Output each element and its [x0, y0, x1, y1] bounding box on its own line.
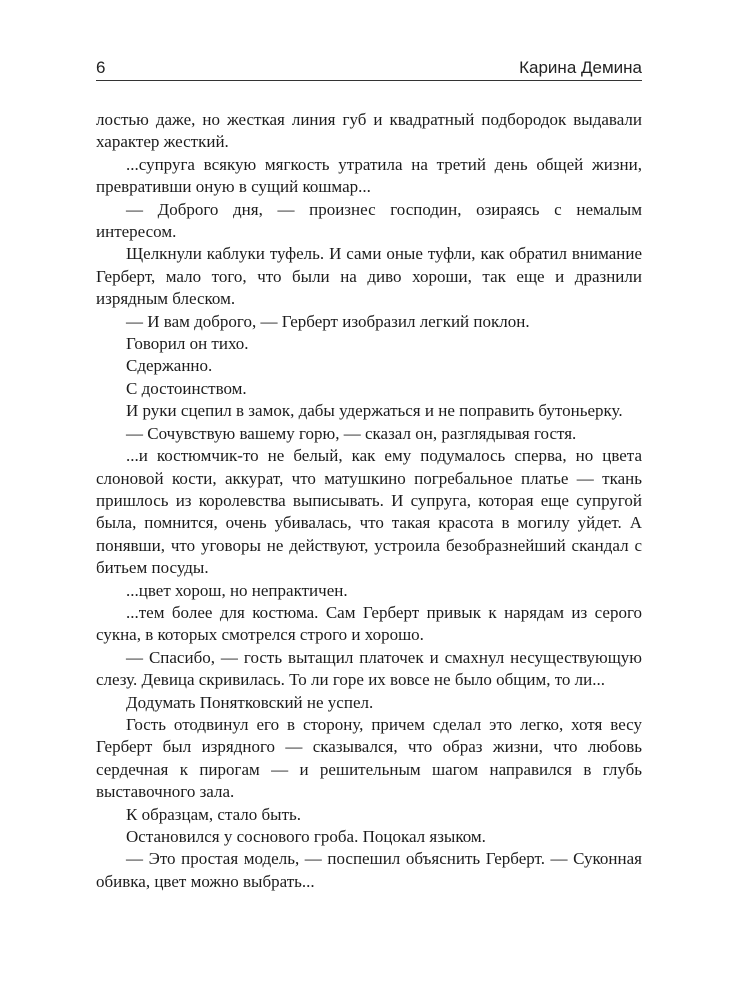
paragraph: С достоинством.: [126, 378, 247, 398]
paragraph: К образцам, стало быть.: [126, 804, 302, 824]
paragraph: — Сочувствую вашему горю, — сказал он, разглядывая гостя.: [126, 423, 577, 443]
paragraph: — Спасибо, — гость вытащил платочек и смахнул несуществующую слезу. Девица скривилась. То ли горе их вовсе не было общим, то ли...: [96, 647, 642, 690]
paragraph: ...и костюмчик-то не белый, как ему подумалось сперва, но цвета слоновой кости, аккурат, что матушкино погребальное платье — ткань пришлось из королевства выписывать. И супруга, которая еще супругой была, помнится, очень убивалась, что такая красота в могилу уйдет. А понявши, что уговоры не действуют, устроила безобразнейший скандал с битьем посуды.: [96, 446, 642, 578]
paragraph: ...цвет хорош, но непрактичен.: [126, 580, 348, 600]
paragraph: Додумать Понятковский не успел.: [126, 692, 374, 712]
paragraph: И руки сцепил в замок, дабы удержаться и не поправить бутоньерку.: [126, 401, 623, 421]
running-header: [96, 58, 642, 81]
paragraph: — Доброго дня, — произнес господин, озираясь с немалым интересом.: [96, 199, 642, 242]
running-title: Карина Демина: [519, 58, 642, 77]
paragraph: — И вам доброго, — Герберт изобразил легкий поклон.: [126, 311, 530, 331]
page-number: 6: [96, 58, 106, 77]
paragraph: — Это простая модель, — поспешил объяснить Герберт. — Суконная обивка, цвет можно выбрать...: [96, 849, 642, 891]
body-text: [96, 109, 642, 893]
paragraph: ...тем более для костюма. Сам Герберт привык к нарядам из серого сукна, в которых смотрелся строго и хорошо.: [96, 602, 642, 645]
paragraph: ...супруга всякую мягкость утратила на третий день общей жизни, превративши оную в сущий кошмар...: [96, 154, 642, 197]
paragraph: Гость отодвинул его в сторону, причем сделал это легко, хотя весу Герберт был изрядного — сказывался, что образ жизни, что любовь сердечная к пирогам — и решительным шагом направился в глубь выставочного зала.: [96, 714, 642, 802]
paragraph: Остановился у соснового гроба. Поцокал языком.: [126, 827, 486, 846]
paragraph: Говорил он тихо.: [126, 334, 249, 354]
paragraph: Щелкнули каблуки туфель. И сами оные туфли, как обратил внимание Герберт, мало того, что были на диво хороши, так еще и дразнили изрядным блеском.: [96, 244, 642, 309]
paragraph: лостью даже, но жесткая линия губ и квадратный подбородок выдавали характер жесткий.: [96, 110, 642, 152]
paragraph: Сдержанно.: [126, 356, 213, 376]
